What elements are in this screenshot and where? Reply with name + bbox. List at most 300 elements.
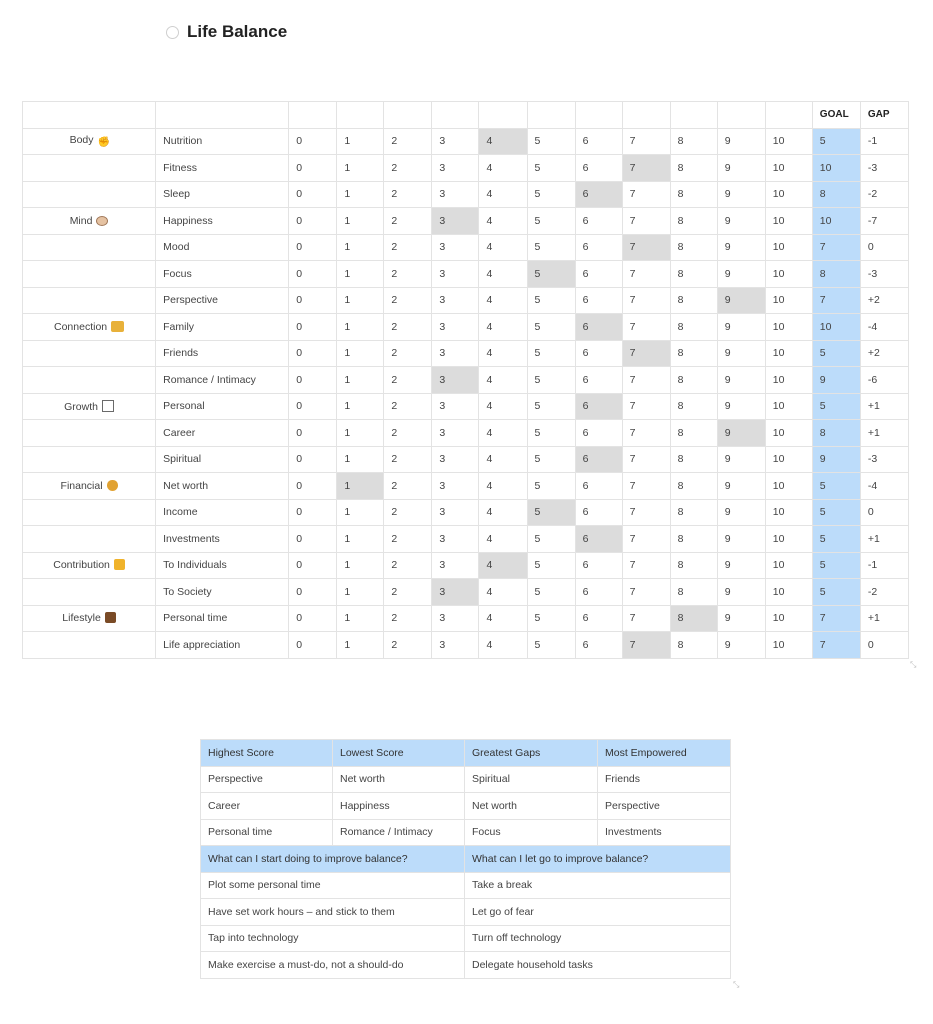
scale-cell[interactable]: 0 (289, 579, 337, 606)
header-scale-cell[interactable] (765, 102, 812, 129)
header-scale-cell[interactable] (384, 102, 432, 129)
scale-cell[interactable]: 8 (670, 393, 717, 420)
goal-cell[interactable]: 7 (812, 287, 860, 314)
scale-cell[interactable]: 7 (622, 393, 670, 420)
scale-cell[interactable]: 1 (337, 632, 384, 659)
scale-cell[interactable]: 0 (289, 128, 337, 155)
scale-cell[interactable]: 10 (765, 287, 812, 314)
scale-cell[interactable]: 8 (670, 499, 717, 526)
score-table-resize-handle[interactable]: ⤡ (910, 660, 917, 669)
scale-cell[interactable]: 9 (717, 128, 765, 155)
scale-cell[interactable]: 8 (670, 579, 717, 606)
scale-cell[interactable]: 7 (622, 155, 670, 182)
scale-cell[interactable]: 8 (670, 605, 717, 632)
scale-cell[interactable]: 3 (432, 420, 479, 447)
gap-cell[interactable]: +1 (860, 420, 908, 447)
scale-cell[interactable]: 2 (384, 314, 432, 341)
scale-cell[interactable]: 1 (337, 155, 384, 182)
scale-cell[interactable]: 1 (337, 473, 384, 500)
goal-cell[interactable]: 5 (812, 499, 860, 526)
scale-cell[interactable]: 3 (432, 552, 479, 579)
scale-cell[interactable]: 4 (479, 420, 527, 447)
scale-cell[interactable]: 6 (575, 340, 622, 367)
scale-cell[interactable]: 8 (670, 314, 717, 341)
scale-cell[interactable]: 8 (670, 234, 717, 261)
scale-cell[interactable]: 4 (479, 393, 527, 420)
scale-cell[interactable]: 4 (479, 499, 527, 526)
scale-cell[interactable]: 1 (337, 314, 384, 341)
scale-cell[interactable]: 10 (765, 605, 812, 632)
gap-cell[interactable]: -6 (860, 367, 908, 394)
scale-cell[interactable]: 7 (622, 605, 670, 632)
scale-cell[interactable]: 6 (575, 261, 622, 288)
scale-cell[interactable]: 7 (622, 128, 670, 155)
scale-cell[interactable]: 5 (527, 632, 575, 659)
scale-cell[interactable]: 6 (575, 128, 622, 155)
scale-cell[interactable]: 6 (575, 155, 622, 182)
summary-header-lowest[interactable]: Lowest Score (333, 740, 465, 767)
summary-cell[interactable]: Perspective (201, 766, 333, 793)
header-scale-cell[interactable] (289, 102, 337, 129)
item-label[interactable]: Happiness (156, 208, 289, 235)
area-cell[interactable] (23, 261, 156, 288)
gap-cell[interactable]: -1 (860, 552, 908, 579)
summary-cell[interactable]: Net worth (465, 793, 598, 820)
area-cell[interactable] (23, 605, 156, 632)
scale-cell[interactable]: 8 (670, 526, 717, 553)
scale-cell[interactable]: 10 (765, 128, 812, 155)
gap-cell[interactable]: +2 (860, 340, 908, 367)
item-label[interactable]: Personal time (156, 605, 289, 632)
gap-cell[interactable]: -3 (860, 261, 908, 288)
scale-cell[interactable]: 6 (575, 446, 622, 473)
scale-cell[interactable]: 9 (717, 473, 765, 500)
goal-cell[interactable]: 9 (812, 446, 860, 473)
item-label[interactable]: Income (156, 499, 289, 526)
scale-cell[interactable]: 2 (384, 632, 432, 659)
scale-cell[interactable]: 2 (384, 393, 432, 420)
scale-cell[interactable]: 4 (479, 340, 527, 367)
scale-cell[interactable]: 1 (337, 128, 384, 155)
scale-cell[interactable]: 2 (384, 181, 432, 208)
scale-cell[interactable]: 2 (384, 446, 432, 473)
scale-cell[interactable]: 4 (479, 579, 527, 606)
scale-cell[interactable]: 6 (575, 393, 622, 420)
scale-cell[interactable]: 5 (527, 499, 575, 526)
scale-cell[interactable]: 3 (432, 287, 479, 314)
goal-cell[interactable]: 8 (812, 261, 860, 288)
scale-cell[interactable]: 9 (717, 446, 765, 473)
scale-cell[interactable]: 6 (575, 367, 622, 394)
scale-cell[interactable]: 1 (337, 340, 384, 367)
scale-cell[interactable]: 8 (670, 420, 717, 447)
area-cell[interactable] (23, 287, 156, 314)
scale-cell[interactable]: 10 (765, 314, 812, 341)
scale-cell[interactable]: 3 (432, 181, 479, 208)
summary-cell[interactable]: Focus (465, 819, 598, 846)
goal-cell[interactable]: 5 (812, 473, 860, 500)
scale-cell[interactable]: 9 (717, 234, 765, 261)
item-label[interactable]: Career (156, 420, 289, 447)
scale-cell[interactable]: 7 (622, 552, 670, 579)
scale-cell[interactable]: 10 (765, 473, 812, 500)
goal-cell[interactable]: 8 (812, 181, 860, 208)
scale-cell[interactable]: 9 (717, 155, 765, 182)
scale-cell[interactable]: 0 (289, 314, 337, 341)
scale-cell[interactable]: 3 (432, 234, 479, 261)
scale-cell[interactable]: 6 (575, 526, 622, 553)
scale-cell[interactable]: 5 (527, 208, 575, 235)
scale-cell[interactable]: 8 (670, 208, 717, 235)
scale-cell[interactable]: 8 (670, 552, 717, 579)
scale-cell[interactable]: 3 (432, 605, 479, 632)
header-scale-cell[interactable] (432, 102, 479, 129)
scale-cell[interactable]: 1 (337, 579, 384, 606)
scale-cell[interactable]: 0 (289, 340, 337, 367)
scale-cell[interactable]: 9 (717, 208, 765, 235)
area-cell[interactable] (23, 393, 156, 420)
let-go-answer[interactable]: Delegate household tasks (465, 952, 731, 979)
scale-cell[interactable]: 9 (717, 499, 765, 526)
scale-cell[interactable]: 0 (289, 632, 337, 659)
area-cell[interactable] (23, 128, 156, 155)
goal-cell[interactable]: 5 (812, 393, 860, 420)
start-doing-answer[interactable]: Plot some personal time (201, 872, 465, 899)
goal-cell[interactable]: 10 (812, 208, 860, 235)
scale-cell[interactable]: 10 (765, 446, 812, 473)
scale-cell[interactable]: 8 (670, 261, 717, 288)
scale-cell[interactable]: 9 (717, 526, 765, 553)
summary-table-resize-handle[interactable]: ⤡ (733, 980, 740, 989)
area-cell[interactable] (23, 579, 156, 606)
item-label[interactable]: Life appreciation (156, 632, 289, 659)
scale-cell[interactable]: 3 (432, 340, 479, 367)
scale-cell[interactable]: 9 (717, 181, 765, 208)
gap-cell[interactable]: 0 (860, 234, 908, 261)
scale-cell[interactable]: 9 (717, 261, 765, 288)
summary-cell[interactable]: Spiritual (465, 766, 598, 793)
scale-cell[interactable]: 2 (384, 579, 432, 606)
start-doing-answer[interactable]: Make exercise a must-do, not a should-do (201, 952, 465, 979)
scale-cell[interactable]: 7 (622, 420, 670, 447)
scale-cell[interactable]: 4 (479, 473, 527, 500)
summary-cell[interactable]: Friends (598, 766, 731, 793)
scale-cell[interactable]: 7 (622, 367, 670, 394)
scale-cell[interactable]: 6 (575, 579, 622, 606)
scale-cell[interactable]: 10 (765, 340, 812, 367)
area-cell[interactable] (23, 208, 156, 235)
scale-cell[interactable]: 2 (384, 499, 432, 526)
scale-cell[interactable]: 5 (527, 287, 575, 314)
scale-cell[interactable]: 6 (575, 314, 622, 341)
gap-cell[interactable]: -3 (860, 155, 908, 182)
scale-cell[interactable]: 10 (765, 420, 812, 447)
scale-cell[interactable]: 2 (384, 208, 432, 235)
scale-cell[interactable]: 6 (575, 181, 622, 208)
summary-header-empowered[interactable]: Most Empowered (598, 740, 731, 767)
scale-cell[interactable]: 5 (527, 234, 575, 261)
scale-cell[interactable]: 9 (717, 579, 765, 606)
gap-cell[interactable]: -4 (860, 314, 908, 341)
scale-cell[interactable]: 3 (432, 367, 479, 394)
goal-cell[interactable]: 5 (812, 128, 860, 155)
area-cell[interactable] (23, 181, 156, 208)
scale-cell[interactable]: 2 (384, 552, 432, 579)
summary-cell[interactable]: Career (201, 793, 333, 820)
gap-cell[interactable]: -4 (860, 473, 908, 500)
scale-cell[interactable]: 3 (432, 155, 479, 182)
goal-cell[interactable]: 5 (812, 579, 860, 606)
scale-cell[interactable]: 8 (670, 473, 717, 500)
scale-cell[interactable]: 4 (479, 181, 527, 208)
scale-cell[interactable]: 10 (765, 499, 812, 526)
scale-cell[interactable]: 5 (527, 340, 575, 367)
header-scale-cell[interactable] (479, 102, 527, 129)
scale-cell[interactable]: 7 (622, 446, 670, 473)
item-label[interactable]: Personal (156, 393, 289, 420)
scale-cell[interactable]: 7 (622, 632, 670, 659)
gap-cell[interactable]: -7 (860, 208, 908, 235)
goal-cell[interactable]: 10 (812, 155, 860, 182)
item-label[interactable]: Romance / Intimacy (156, 367, 289, 394)
scale-cell[interactable]: 8 (670, 367, 717, 394)
scale-cell[interactable]: 4 (479, 287, 527, 314)
scale-cell[interactable]: 6 (575, 420, 622, 447)
scale-cell[interactable]: 5 (527, 526, 575, 553)
gap-cell[interactable]: +1 (860, 526, 908, 553)
scale-cell[interactable]: 9 (717, 632, 765, 659)
let-go-answer[interactable]: Turn off technology (465, 925, 731, 952)
scale-cell[interactable]: 5 (527, 579, 575, 606)
scale-cell[interactable]: 1 (337, 367, 384, 394)
page-icon-placeholder[interactable] (166, 26, 179, 39)
start-doing-answer[interactable]: Have set work hours – and stick to them (201, 899, 465, 926)
scale-cell[interactable]: 2 (384, 287, 432, 314)
scale-cell[interactable]: 10 (765, 367, 812, 394)
scale-cell[interactable]: 7 (622, 181, 670, 208)
scale-cell[interactable]: 2 (384, 367, 432, 394)
scale-cell[interactable]: 1 (337, 181, 384, 208)
item-label[interactable]: Investments (156, 526, 289, 553)
scale-cell[interactable]: 8 (670, 155, 717, 182)
scale-cell[interactable]: 4 (479, 208, 527, 235)
scale-cell[interactable]: 7 (622, 234, 670, 261)
scale-cell[interactable]: 8 (670, 632, 717, 659)
item-label[interactable]: Mood (156, 234, 289, 261)
scale-cell[interactable]: 6 (575, 208, 622, 235)
scale-cell[interactable]: 6 (575, 473, 622, 500)
item-label[interactable]: To Society (156, 579, 289, 606)
area-cell[interactable] (23, 632, 156, 659)
scale-cell[interactable]: 3 (432, 499, 479, 526)
scale-cell[interactable]: 0 (289, 499, 337, 526)
scale-cell[interactable]: 5 (527, 605, 575, 632)
scale-cell[interactable]: 5 (527, 446, 575, 473)
area-cell[interactable] (23, 340, 156, 367)
scale-cell[interactable]: 3 (432, 473, 479, 500)
scale-cell[interactable]: 4 (479, 446, 527, 473)
gap-cell[interactable]: -2 (860, 181, 908, 208)
scale-cell[interactable]: 6 (575, 552, 622, 579)
goal-header[interactable]: GOAL (812, 102, 860, 129)
scale-cell[interactable]: 4 (479, 128, 527, 155)
scale-cell[interactable]: 6 (575, 605, 622, 632)
area-cell[interactable] (23, 499, 156, 526)
scale-cell[interactable]: 8 (670, 181, 717, 208)
item-label[interactable]: Family (156, 314, 289, 341)
scale-cell[interactable]: 4 (479, 552, 527, 579)
scale-cell[interactable]: 5 (527, 473, 575, 500)
scale-cell[interactable]: 0 (289, 420, 337, 447)
gap-cell[interactable]: -1 (860, 128, 908, 155)
area-cell[interactable] (23, 234, 156, 261)
header-scale-cell[interactable] (337, 102, 384, 129)
scale-cell[interactable]: 8 (670, 340, 717, 367)
scale-cell[interactable]: 9 (717, 340, 765, 367)
scale-cell[interactable]: 0 (289, 552, 337, 579)
scale-cell[interactable]: 3 (432, 393, 479, 420)
item-label[interactable]: Friends (156, 340, 289, 367)
scale-cell[interactable]: 8 (670, 446, 717, 473)
scale-cell[interactable]: 2 (384, 526, 432, 553)
scale-cell[interactable]: 5 (527, 314, 575, 341)
scale-cell[interactable]: 10 (765, 632, 812, 659)
scale-cell[interactable]: 5 (527, 420, 575, 447)
scale-cell[interactable]: 9 (717, 393, 765, 420)
scale-cell[interactable]: 7 (622, 208, 670, 235)
scale-cell[interactable]: 3 (432, 128, 479, 155)
scale-cell[interactable]: 3 (432, 632, 479, 659)
gap-cell[interactable]: -2 (860, 579, 908, 606)
gap-cell[interactable]: 0 (860, 632, 908, 659)
gap-cell[interactable]: +1 (860, 605, 908, 632)
scale-cell[interactable]: 6 (575, 632, 622, 659)
scale-cell[interactable]: 10 (765, 208, 812, 235)
area-cell[interactable] (23, 473, 156, 500)
let-go-answer[interactable]: Let go of fear (465, 899, 731, 926)
item-label[interactable]: Focus (156, 261, 289, 288)
let-go-answer[interactable]: Take a break (465, 872, 731, 899)
area-cell[interactable] (23, 552, 156, 579)
summary-cell[interactable]: Personal time (201, 819, 333, 846)
summary-cell[interactable]: Happiness (333, 793, 465, 820)
scale-cell[interactable]: 5 (527, 181, 575, 208)
scale-cell[interactable]: 9 (717, 552, 765, 579)
gap-cell[interactable]: +1 (860, 393, 908, 420)
scale-cell[interactable]: 2 (384, 234, 432, 261)
scale-cell[interactable]: 2 (384, 420, 432, 447)
scale-cell[interactable]: 0 (289, 287, 337, 314)
scale-cell[interactable]: 0 (289, 155, 337, 182)
scale-cell[interactable]: 4 (479, 605, 527, 632)
gap-cell[interactable]: +2 (860, 287, 908, 314)
scale-cell[interactable]: 2 (384, 128, 432, 155)
scale-cell[interactable]: 10 (765, 579, 812, 606)
area-cell[interactable] (23, 420, 156, 447)
scale-cell[interactable]: 6 (575, 287, 622, 314)
scale-cell[interactable]: 7 (622, 579, 670, 606)
area-cell[interactable] (23, 314, 156, 341)
scale-cell[interactable]: 2 (384, 261, 432, 288)
scale-cell[interactable]: 10 (765, 526, 812, 553)
item-label[interactable]: Spiritual (156, 446, 289, 473)
scale-cell[interactable]: 7 (622, 473, 670, 500)
goal-cell[interactable]: 10 (812, 314, 860, 341)
scale-cell[interactable]: 4 (479, 367, 527, 394)
scale-cell[interactable]: 5 (527, 552, 575, 579)
scale-cell[interactable]: 0 (289, 181, 337, 208)
scale-cell[interactable]: 3 (432, 314, 479, 341)
scale-cell[interactable]: 1 (337, 526, 384, 553)
item-label[interactable]: To Individuals (156, 552, 289, 579)
scale-cell[interactable]: 9 (717, 287, 765, 314)
scale-cell[interactable]: 1 (337, 208, 384, 235)
header-scale-cell[interactable] (670, 102, 717, 129)
scale-cell[interactable]: 9 (717, 605, 765, 632)
scale-cell[interactable]: 1 (337, 446, 384, 473)
goal-cell[interactable]: 5 (812, 552, 860, 579)
header-scale-cell[interactable] (575, 102, 622, 129)
area-cell[interactable] (23, 155, 156, 182)
scale-cell[interactable]: 5 (527, 128, 575, 155)
scale-cell[interactable]: 7 (622, 287, 670, 314)
scale-cell[interactable]: 1 (337, 552, 384, 579)
scale-cell[interactable]: 8 (670, 287, 717, 314)
header-scale-cell[interactable] (717, 102, 765, 129)
goal-cell[interactable]: 5 (812, 340, 860, 367)
scale-cell[interactable]: 9 (717, 314, 765, 341)
scale-cell[interactable]: 0 (289, 393, 337, 420)
scale-cell[interactable]: 10 (765, 155, 812, 182)
goal-cell[interactable]: 7 (812, 234, 860, 261)
scale-cell[interactable]: 0 (289, 367, 337, 394)
scale-cell[interactable]: 7 (622, 314, 670, 341)
let-go-question[interactable]: What can I let go to improve balance? (465, 846, 731, 873)
scale-cell[interactable]: 1 (337, 499, 384, 526)
goal-cell[interactable]: 9 (812, 367, 860, 394)
scale-cell[interactable]: 7 (622, 261, 670, 288)
area-cell[interactable] (23, 446, 156, 473)
scale-cell[interactable]: 2 (384, 340, 432, 367)
scale-cell[interactable]: 3 (432, 261, 479, 288)
scale-cell[interactable]: 0 (289, 208, 337, 235)
scale-cell[interactable]: 1 (337, 261, 384, 288)
scale-cell[interactable]: 3 (432, 526, 479, 553)
scale-cell[interactable]: 2 (384, 473, 432, 500)
scale-cell[interactable]: 4 (479, 632, 527, 659)
summary-cell[interactable]: Romance / Intimacy (333, 819, 465, 846)
scale-cell[interactable]: 5 (527, 155, 575, 182)
start-doing-question[interactable]: What can I start doing to improve balance? (201, 846, 465, 873)
scale-cell[interactable]: 1 (337, 287, 384, 314)
item-label[interactable]: Nutrition (156, 128, 289, 155)
scale-cell[interactable]: 8 (670, 128, 717, 155)
summary-cell[interactable]: Perspective (598, 793, 731, 820)
scale-cell[interactable]: 4 (479, 234, 527, 261)
scale-cell[interactable]: 7 (622, 526, 670, 553)
area-cell[interactable] (23, 367, 156, 394)
scale-cell[interactable]: 4 (479, 526, 527, 553)
header-item-cell[interactable] (156, 102, 289, 129)
scale-cell[interactable]: 1 (337, 605, 384, 632)
summary-cell[interactable]: Investments (598, 819, 731, 846)
item-label[interactable]: Perspective (156, 287, 289, 314)
gap-cell[interactable]: -3 (860, 446, 908, 473)
header-scale-cell[interactable] (622, 102, 670, 129)
scale-cell[interactable]: 0 (289, 234, 337, 261)
item-label[interactable]: Net worth (156, 473, 289, 500)
scale-cell[interactable]: 2 (384, 155, 432, 182)
